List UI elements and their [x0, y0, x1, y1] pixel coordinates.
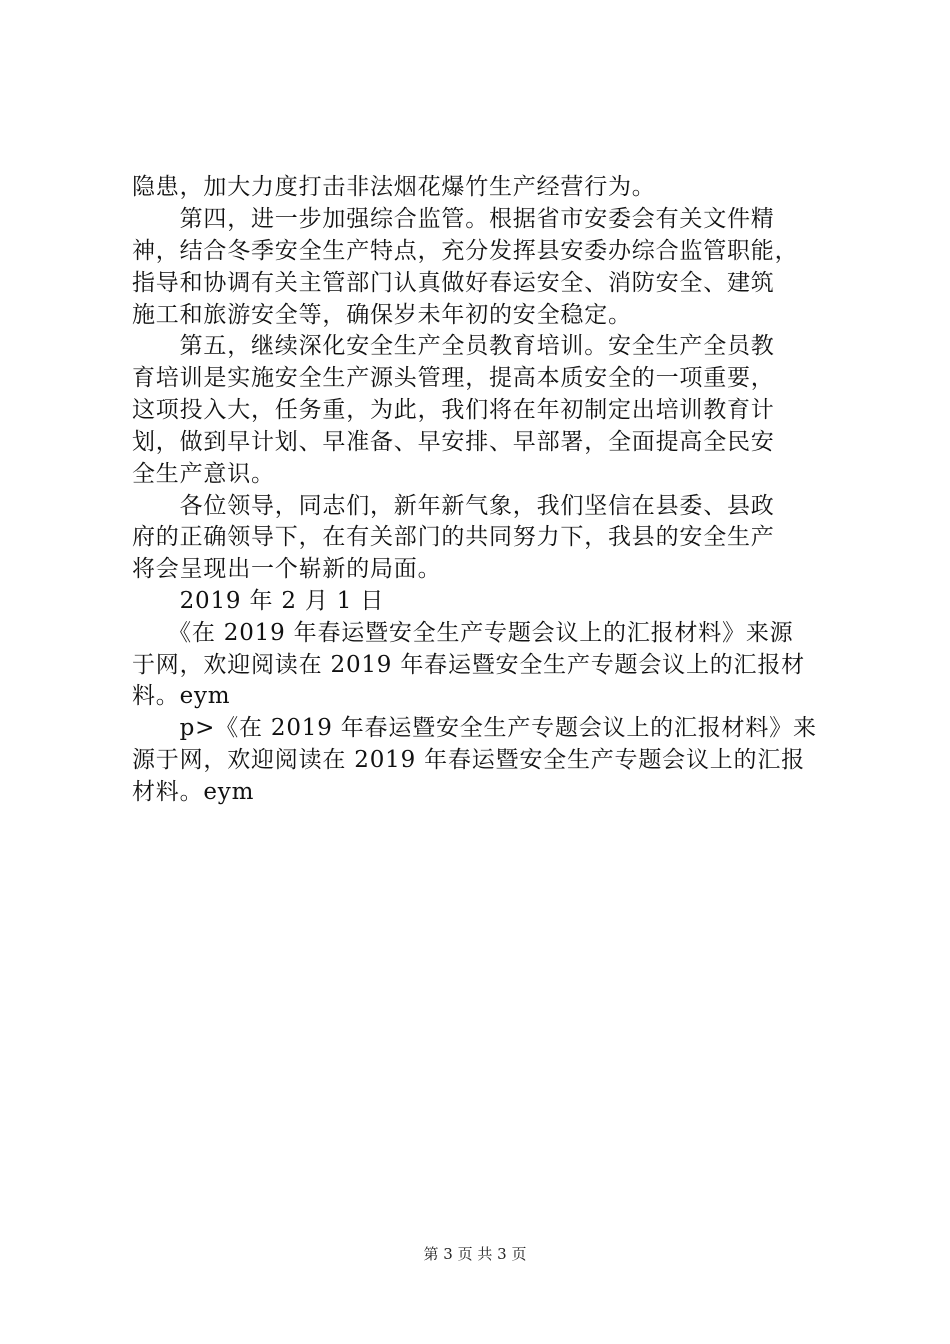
body-line-6: 第五，继续深化安全生产全员教育培训。安全生产全员教 — [132, 333, 775, 359]
body-line-19: 源于网，欢迎阅读在 2019 年春运暨安全生产专题会议上的汇报 — [132, 747, 805, 773]
body-line-7: 育培训是实施安全生产源头管理，提高本质安全的一项重要， — [132, 365, 775, 391]
body-line-10: 全生产意识。 — [132, 461, 275, 487]
body-line-11: 各位领导，同志们，新年新气象，我们坚信在县委、县政 — [132, 493, 775, 519]
body-line-3: 神，结合冬季安全生产特点，充分发挥县安委办综合监管职能， — [132, 238, 799, 264]
page-number-footer: 第 3 页 共 3 页 — [423, 1245, 527, 1263]
body-line-17: 料。eym — [132, 683, 231, 709]
body-line-2: 第四，进一步加强综合监管。根据省市安委会有关文件精 — [132, 206, 775, 232]
body-line-9: 划，做到早计划、早准备、早安排、早部署，全面提高全民安 — [132, 429, 775, 455]
body-line-18: p>《在 2019 年春运暨安全生产专题会议上的汇报材料》来 — [132, 715, 817, 741]
body-line-1: 隐患，加大力度打击非法烟花爆竹生产经营行为。 — [132, 174, 656, 200]
body-line-5: 施工和旅游安全等，确保岁未年初的安全稳定。 — [132, 302, 632, 328]
body-line-20: 材料。eym — [132, 779, 255, 805]
body-line-4: 指导和协调有关主管部门认真做好春运安全、消防安全、建筑 — [132, 270, 775, 296]
body-line-13: 将会呈现出一个崭新的局面。 — [132, 556, 442, 582]
body-line-15: 《在 2019 年春运暨安全生产专题会议上的汇报材料》来源 — [132, 620, 794, 646]
body-line-12: 府的正确领导下，在有关部门的共同努力下，我县的安全生产 — [132, 524, 775, 550]
body-line-16: 于网，欢迎阅读在 2019 年春运暨安全生产专题会议上的汇报材 — [132, 652, 805, 678]
date-line: 2019 年 2 月 1 日 — [132, 588, 385, 614]
body-line-8: 这项投入大，任务重，为此，我们将在年初制定出培训教育计 — [132, 397, 775, 423]
